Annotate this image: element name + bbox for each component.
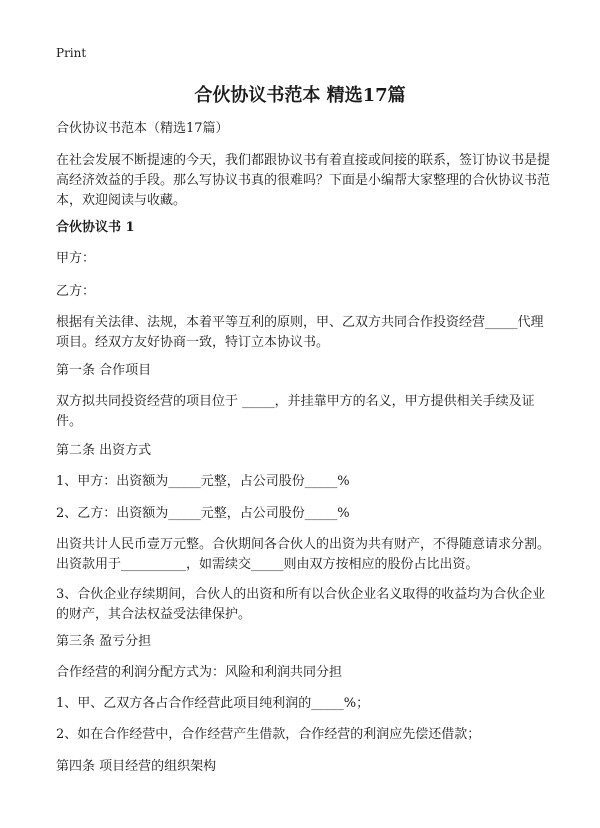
document-title: 合伙协议书范本 精选17篇 <box>194 85 406 106</box>
article2-note: 出资共计人民币壹万元整。合伙期间各合伙人的出资为共有财产，不得随意请求分割。出资款用于__________，如需续交_____则由双方按相应的股份占比出资。 <box>56 537 551 572</box>
section-heading: 合伙协议书 1 <box>56 220 135 235</box>
article3-intro: 合作经营的利润分配方式为：风险和利润共同分担 <box>56 665 343 680</box>
article1-body: 双方拟共同投资经营的项目位于 _____，并挂靠甲方的名义，甲方提供相关手续及证件。 <box>56 394 535 429</box>
article2-title: 第二条 出资方式 <box>56 443 152 458</box>
party-b-line: 乙方： <box>56 284 96 299</box>
article3-item2: 2、如在合作经营中，合作经营产生借款，合作经营的利润应先偿还借款； <box>56 727 481 742</box>
article2-item3: 3、合伙企业存续期间，合伙人的出资和所有以合伙企业名义取得的收益均为合伙企业的财产，其合法权益受法律保护。 <box>56 587 546 622</box>
document-subtitle: 合伙协议书范本（精选17篇） <box>56 121 229 136</box>
article3-item1: 1、甲、乙双方各占合作经营此项目纯利润的_____%； <box>56 696 370 711</box>
article4-title: 第四条 项目经营的组织架构 <box>56 759 217 774</box>
party-a-line: 甲方： <box>56 251 96 266</box>
article3-title: 第三条 盈亏分担 <box>56 634 152 649</box>
article1-title: 第一条 合作项目 <box>56 363 152 378</box>
intro-paragraph: 在社会发展不断提速的今天，我们都跟协议书有着直接或间接的联系，签订协议书是提高经济效益的手段。那么写协议书真的很难吗？下面是小编帮大家整理的合伙协议书范本，欢迎阅读与收藏。 <box>56 153 551 208</box>
article2-item1: 1、甲方：出资额为_____元整，占公司股份_____% <box>56 474 350 489</box>
article2-item2: 2、乙方：出资额为_____元整，占公司股份_____% <box>56 506 350 521</box>
print-link[interactable]: Print <box>56 46 87 60</box>
preamble-paragraph: 根据有关法律、法规，本着平等互利的原则，甲、乙双方共同合作投资经营_____代理项目。经双方友好协商一致，特订立本协议书。 <box>56 315 544 350</box>
